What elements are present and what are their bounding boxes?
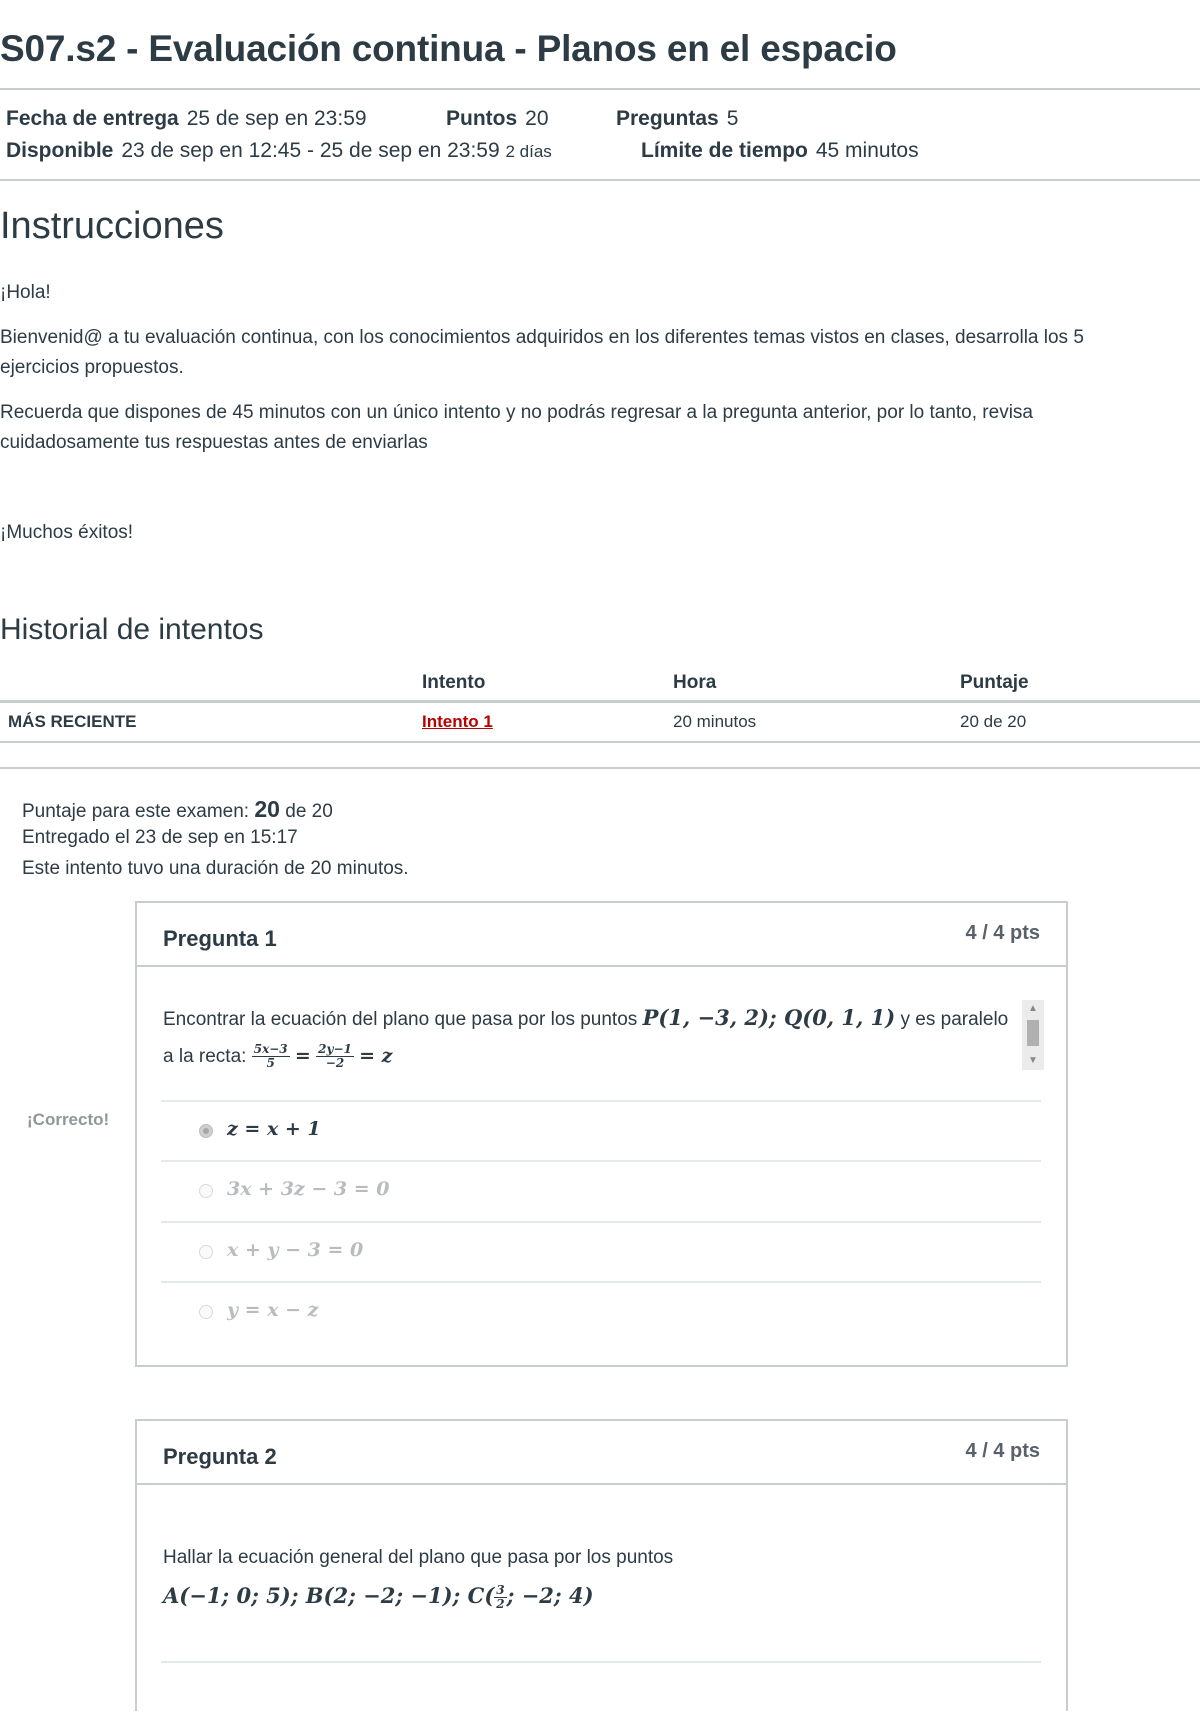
- answer-option[interactable]: [161, 1281, 1041, 1343]
- question-math: A(−1; 0; 5); B(2; −2; −1); C( $\frac{3}{2}$ ; −2; 4): [163, 1582, 594, 1611]
- fraction: $\frac{3}{2}$: [496, 1582, 505, 1611]
- scroll-down-icon[interactable]: ▼: [1028, 1055, 1038, 1066]
- divider: [0, 179, 1200, 181]
- question-card: [135, 901, 1068, 1367]
- attempt-link[interactable]: Intento 1: [422, 712, 493, 731]
- question-title: Pregunta 2: [163, 1444, 277, 1469]
- availability: Disponible 23 de sep en 12:45 - 25 de sep en 23:59 2 días: [6, 139, 552, 162]
- row-label: MÁS RECIENTE: [8, 712, 137, 731]
- question-text: Hallar la ecuación general del plano que pasa por los puntos: [163, 1547, 674, 1568]
- due-date: Fecha de entrega 25 de sep en 23:59: [6, 107, 367, 130]
- question-scrollbar[interactable]: [1022, 1000, 1044, 1070]
- column-header-attempt: Intento: [422, 672, 486, 693]
- page-title: S07.s2 - Evaluación continua - Planos en el espacio: [0, 28, 897, 69]
- instructions-greeting: ¡Hola!: [0, 282, 51, 303]
- instructions-paragraph: Recuerda que dispones de 45 minutos con un único intento y no podrás regresar a la pregunta anterior, por lo tanto, revisa cuidadosamente tus respuestas antes de enviarlas: [0, 402, 1033, 453]
- answer-text: y = x − z: [227, 1299, 319, 1321]
- instructions-paragraph: Bienvenid@ a tu evaluación continua, con los conocimientos adquiridos en los diferentes temas vistos en clases, desarrolla los 5 ejercicios propuestos.: [0, 327, 1084, 378]
- correct-label: ¡Correcto!: [27, 1110, 110, 1129]
- time-limit: Límite de tiempo 45 minutos: [641, 139, 919, 162]
- question-points: 4 / 4 pts: [965, 1440, 1040, 1462]
- answer-divider: [161, 1661, 1041, 1723]
- fraction: $\frac{5x-3}{5}$: [253, 1042, 288, 1071]
- attempt-time: 20 minutos: [673, 712, 757, 731]
- answer-option[interactable]: [161, 1100, 1041, 1162]
- answer-text: z = x + 1: [227, 1118, 321, 1140]
- radio-button[interactable]: [199, 1305, 213, 1319]
- question-title: Pregunta 1: [163, 926, 277, 951]
- history-heading: Historial de intentos: [0, 613, 264, 646]
- answer-option[interactable]: [161, 1160, 1041, 1222]
- attempt-duration: Este intento tuvo una duración de 20 minutos.: [22, 858, 409, 879]
- radio-button[interactable]: [199, 1245, 213, 1259]
- question-header: [137, 903, 1066, 967]
- divider: [0, 767, 1200, 769]
- fraction: $\frac{2y-1}{-2}$: [318, 1042, 352, 1071]
- answer-text: 3x + 3z − 3 = 0: [227, 1178, 390, 1200]
- divider: [0, 88, 1200, 90]
- scroll-thumb[interactable]: [1027, 1020, 1039, 1046]
- scroll-up-icon[interactable]: ▲: [1028, 1003, 1038, 1014]
- points-total: Puntos 20: [446, 107, 549, 130]
- radio-button[interactable]: [199, 1184, 213, 1198]
- instructions-heading: Instrucciones: [0, 205, 224, 247]
- attempt-score: 20 de 20: [960, 712, 1027, 731]
- question-count: Preguntas 5: [616, 107, 739, 130]
- question-points: 4 / 4 pts: [965, 922, 1040, 944]
- question-text: Encontrar la ecuación del plano que pasa por los puntos P(1, −3, 2); Q(0, 1, 1) y es paralelo a la recta: $\frac{5x-3}{5}$ = $\frac{2y-1}{-2}$ = z: [163, 1005, 1009, 1071]
- answer-text: x + y − 3 = 0: [227, 1239, 364, 1261]
- submitted-date: Entregado el 23 de sep en 15:17: [22, 827, 298, 848]
- exam-score: Puntaje para este examen: 20 de 20: [22, 796, 333, 822]
- divider: [0, 741, 1200, 743]
- answer-option[interactable]: [161, 1221, 1041, 1283]
- column-header-time: Hora: [673, 672, 717, 693]
- radio-button[interactable]: [199, 1124, 213, 1138]
- question-header: [137, 1421, 1066, 1485]
- table-header-divider: [0, 700, 1200, 703]
- instructions-closing: ¡Muchos éxitos!: [0, 522, 134, 543]
- column-header-score: Puntaje: [960, 672, 1029, 693]
- question-card: [135, 1419, 1068, 1711]
